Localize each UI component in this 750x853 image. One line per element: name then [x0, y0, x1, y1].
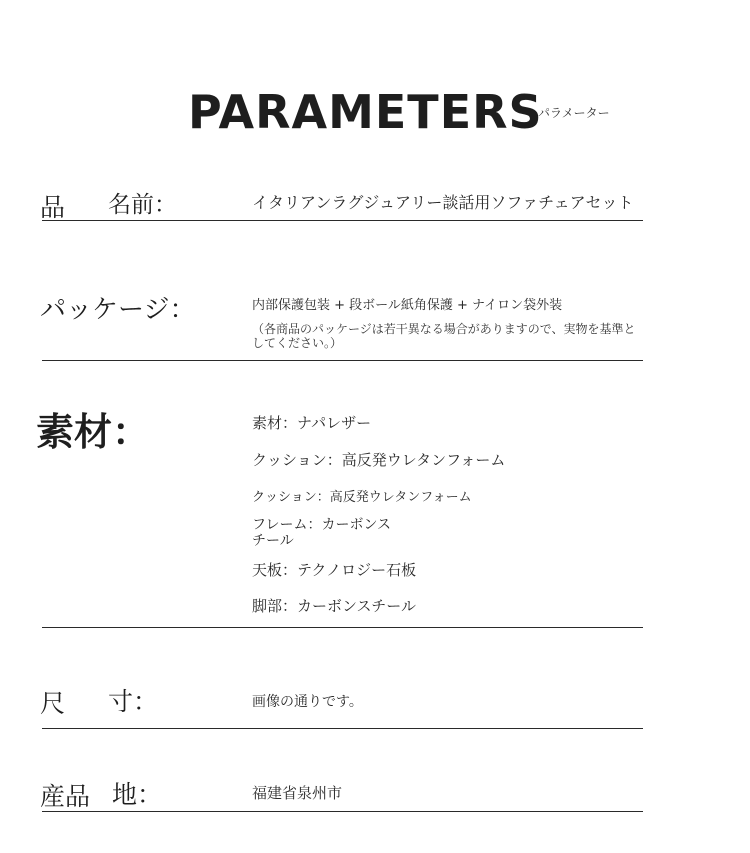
name-label: 名前：	[108, 192, 177, 218]
product-name-value: イタリアンラグジュアリー談話用ソファチェアセット	[252, 193, 634, 212]
package-value: 内部保護包装 + 段ボール紙角保護 + ナイロン袋外装	[252, 298, 563, 313]
size-label-char: 尺	[40, 689, 66, 718]
divider-size	[42, 728, 643, 729]
page-title: PARAMETERS	[188, 85, 543, 139]
package-note-line2: してください。）	[252, 336, 343, 350]
name-label-char: 品	[40, 193, 66, 222]
material-item: フレーム：カーボンス	[252, 517, 392, 533]
package-note-line1: （各商品のパッケージは若干異なる場合がありますので、実物を基準と	[252, 322, 636, 336]
material-item: クッション：高反発ウレタンフォーム	[252, 490, 472, 505]
divider-origin	[42, 811, 643, 812]
material-item: チール	[252, 533, 294, 549]
material-item: クッション：高反発ウレタンフォーム	[252, 451, 506, 469]
size-value: 画像の通りです。	[252, 694, 363, 710]
origin-label-char: 産品	[40, 782, 91, 811]
divider-material	[42, 627, 643, 628]
package-label: パッケージ：	[40, 295, 196, 325]
material-item: 天板：テクノロジー石板	[252, 561, 417, 579]
material-label: 素材：	[36, 410, 151, 454]
divider-name	[42, 220, 643, 221]
origin-label: 地：	[112, 780, 163, 809]
page-subtitle: パラメーター	[538, 106, 610, 120]
divider-package	[42, 360, 643, 361]
origin-value: 福建省泉州市	[252, 784, 343, 802]
material-item: 素材：ナパレザー	[252, 414, 372, 432]
material-item: 脚部：カーボンスチール	[252, 597, 416, 615]
size-label: 寸：	[108, 687, 159, 716]
